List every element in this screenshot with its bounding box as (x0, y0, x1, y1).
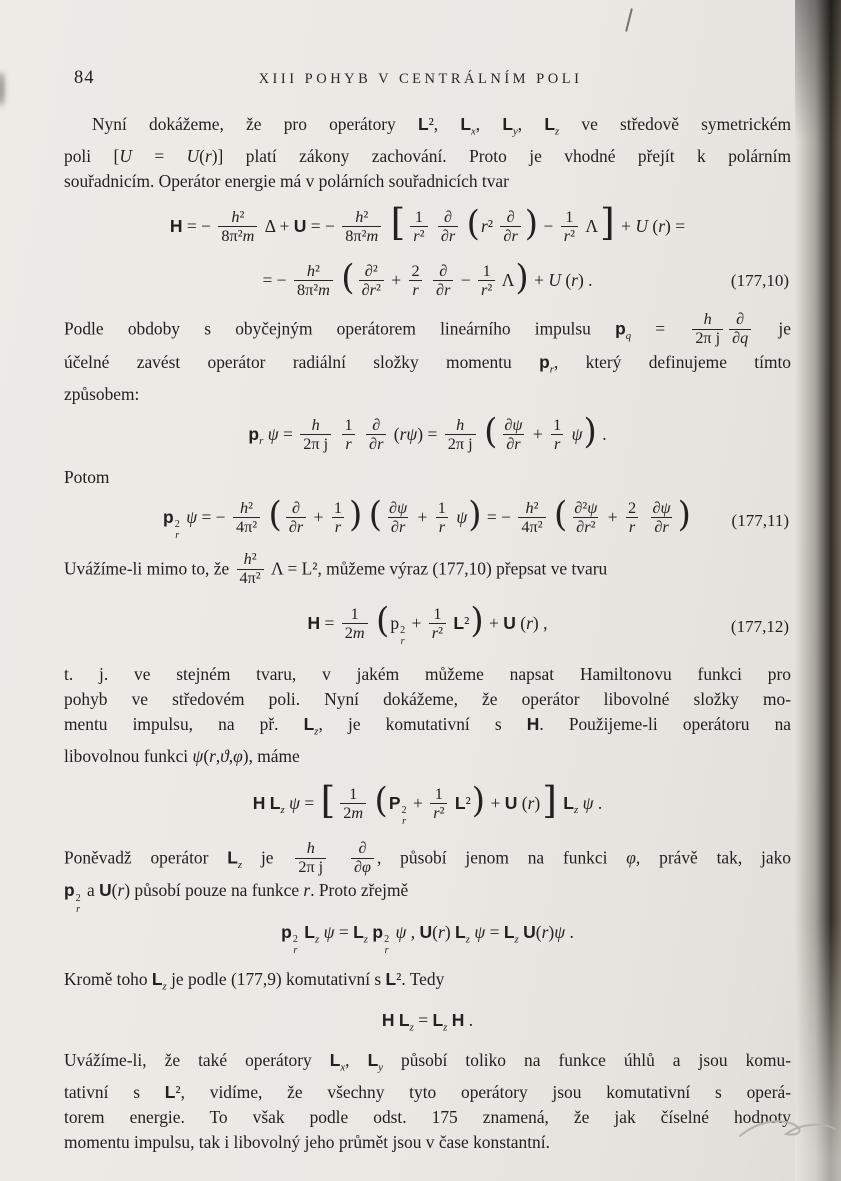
paragraph-ponevadz (64, 841, 791, 916)
paragraph-radial-momentum (64, 312, 791, 407)
equation-commutation (64, 922, 791, 958)
text-line: t. j. ve stejném tvaru, v jakém můžeme napsat Hamiltonovu funkci pro (64, 663, 791, 684)
text-line: torem energie. To však podle odst. 175 znamená, že jak číselné hodnoty (64, 1106, 791, 1127)
page-content (64, 112, 791, 1155)
equation-177-11 (64, 494, 791, 548)
paragraph-uvazime-mimo: Uvážíme-li mimo to, že $\frac{\text{h²}}{\text{4π²}}$ Λ = L², můžeme výraz (177,10) přepsat ve tvaru (64, 550, 608, 587)
pencil-squiggle-artifact (736, 1104, 841, 1152)
paragraph-conclusion (64, 1048, 791, 1155)
equation-HLz-LzH (64, 1008, 791, 1036)
equation-number: (177,10) (730, 271, 789, 291)
equation-pr-definition (64, 411, 791, 461)
text-line: Poněvadž operátor $L_z$ je $\frac{h}{\text{2π j}}$ ∂ ∂φ , působí jenom na funkci φ, právě tak, jako (64, 840, 791, 877)
paragraph-krome-toho: Kromě toho $L_z$ je podle (177,9) komutativní s L². Tedy (64, 969, 445, 993)
text-line: Nyní dokážeme, že pro operátory L², $L_x$, $L_y$, $L_z$ ve středově symetrickém (92, 114, 791, 138)
text-line: pohyb ve středovém poli. Nyní dokážeme, že operátor libovolné složky mo- (64, 688, 791, 709)
equation-177-12 (64, 602, 791, 652)
text-line: libovolnou funkci ψ(r,ϑ,φ), máme (64, 746, 300, 767)
text-line: Uvážíme-li, že také operátory $L_x$, $L_y$ působí toliko na funkce úhlů a jsou komu- (64, 1049, 791, 1073)
formula: H = $\frac{1}{2m}$ (p 2 r + $\frac{1}{\text{r²}}$ L²) + U (r) , (307, 600, 548, 648)
equation-line (64, 202, 791, 252)
formula: H $L_z$ ψ = [ $\frac{1}{2m}$ (P 2 r + $\frac{1}{\text{r²}}$ L²) + U (r)] $L_z$ ψ . (252, 777, 603, 828)
equation-HLz-psi (64, 779, 791, 835)
formula: H = − $\frac{\text{h²}}{\text{8π²m}}$ Δ + U = − $\frac{\text{h²}}{\text{8π²m}}$ [ $\frac{1}{\text{r²}}$ ∂ ∂r (r² ∂ ∂r ) − $\frac{1}{\text{r²}}$ Λ] + U (r) = (169, 200, 686, 245)
formula: p 2 r $L_z$ $\psi = L_z$ p 2 r ψ , U(r) $L_z$ $\psi = L_z$ U(r)ψ . (281, 921, 574, 957)
text-line: souřadnicím. Operátor energie má v polárních souřadnicích tvar (64, 171, 509, 192)
text-line: Podle obdoby s obyčejným operátorem lineárního impulsu $p_q$ = $\frac{h}{\text{2π j}}$ ∂ ∂q je (64, 311, 791, 348)
text-line: p 2 r a U(r) působí pouze na funkce r. Proto zřejmě (64, 880, 409, 915)
equation-number: (177,11) (731, 510, 789, 530)
formula: p 2 r ψ = − $\frac{\text{h²}}{\text{4π²}}$ ( ∂ ∂r + $\frac{1}{r}$ ) ( $\frac{\partial\psi}{\partial r}$ + $\frac{1}{r}$ ψ) = − $\frac{\text{h²}}{\text{4π²}}$ ( $\frac{\text{∂²ψ}}{\text{∂r²}}$ + $\frac{2}{r}$ $\frac{\partial\psi}{\partial r}$ ) (163, 494, 691, 542)
scan-slash-artifact (625, 8, 633, 32)
formula: H $L_z = L_z$ H . (381, 1009, 474, 1034)
text-line: poli [U = U(r)] platí zákony zachování. Proto je vhodné přejít k polárním (64, 146, 791, 167)
formula: $p_r$ ψ = $\frac{h}{\text{2π j}}$ $\frac{1}{r}$ ∂ ∂r (rψ) = $\frac{h}{\text{2π j}}$ ( $\frac{\partial\psi}{\partial r}$ + $\frac{1}{r}$ ψ) . (248, 412, 607, 454)
equation-177-10 (64, 202, 791, 306)
formula: = − $\frac{\text{h²}}{\text{8π²m}}$ ( ∂² ∂r² + $\frac{2}{r}$ ∂ ∂r − $\frac{1}{\text{r²}}$ Λ) + U (r) . (262, 257, 593, 299)
page-number: 84 (74, 68, 95, 88)
equation-line (64, 256, 791, 306)
book-binding-shadow (795, 0, 841, 1181)
paragraph-hamiltonian-form (64, 662, 791, 769)
paragraph-potom: Potom (64, 466, 110, 487)
text-line: tativní s L², vidíme, že všechny tyto operátory jsou komutativní s operá- (64, 1081, 791, 1102)
text-line: způsobem: (64, 383, 140, 404)
paragraph-intro (64, 112, 791, 194)
text-line: mentu impulsu, na př. $L_z$, je komutativní s H. Použijeme-li operátoru na (64, 713, 791, 738)
equation-number: (177,12) (730, 616, 789, 636)
text-line: účelné zavést operátor radiální složky momentu $p_r$, který definujeme tímto (64, 351, 791, 375)
running-header: XIII POHYB V CENTRÁLNÍM POLI (258, 71, 583, 87)
text-line: momentu impulsu, tak i libovolný jeho průmět jsou v čase konstantní. (64, 1131, 550, 1152)
